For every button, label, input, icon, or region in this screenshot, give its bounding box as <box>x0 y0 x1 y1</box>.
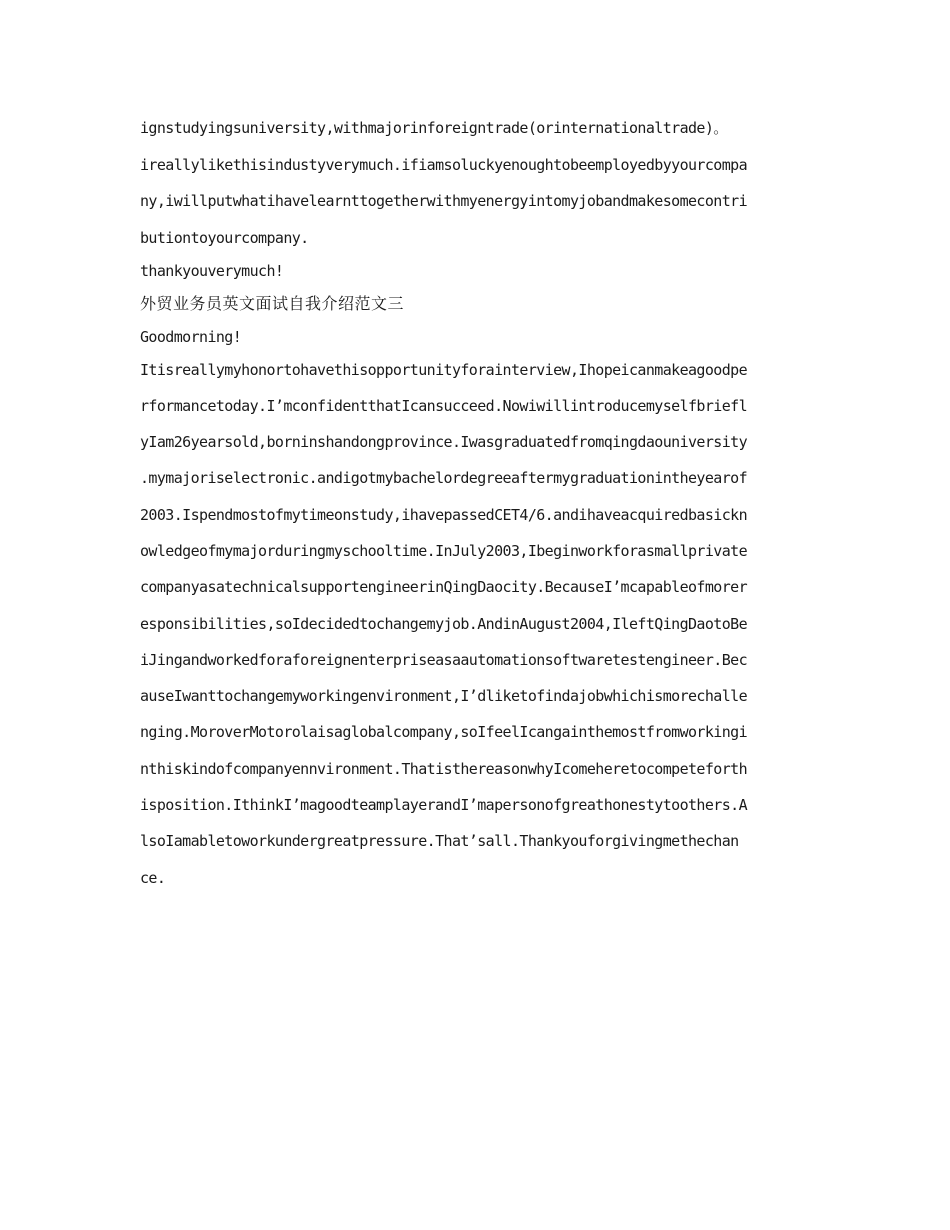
text-line: nthiskindofcompanyennvironment.ThatisthereasonwhyIcomeheretocompeteforth <box>140 759 748 778</box>
document-body <box>140 118 812 904</box>
text-line: owledgeofmymajorduringmyschooltime.InJuly2003,Ibeginworkforasmallprivate <box>140 541 748 560</box>
paragraph-introduction <box>140 360 812 888</box>
text-line: lsoIamabletoworkundergreatpressure.That’sall.Thankyouforgivingmethechan <box>140 832 739 851</box>
text-line: yIam26yearsold,borninshandongprovince.Iwasgraduatedfromqingdaouniversity <box>140 433 748 452</box>
text-line: esponsibilities,soIdecidedtochangemyjob.AndinAugust2004,IleftQingDaotoBe <box>140 614 748 633</box>
text-line: ny,iwillputwhatihavelearnttogetherwithmyenergyintomyjobandmakesomecontri <box>140 192 748 210</box>
text-line: ce. <box>140 868 166 887</box>
text-line: iJingandworkedforaforeignenterpriseasaautomationsoftwaretestengineer.Bec <box>140 650 748 669</box>
text-line: nging.MoroverMotorolaisaglobalcompany,soIfeelIcangainthemostfromworkingi <box>140 723 748 742</box>
text-line: Itisreallymyhonortohavethisopportunityforainterview,Ihopeicanmakeagoodpe <box>140 360 748 379</box>
text-line: 2003.Ispendmostofmytimeonstudy,ihavepassedCET4/6.andihaveacquiredbasickn <box>140 505 748 524</box>
text-line: butiontoyourcompany. <box>140 228 309 247</box>
section-heading: 外贸业务员英文面试自我介绍范文三 <box>140 293 405 313</box>
text-line: auseIwanttochangemyworkingenvironment,I’dliketofindajobwhichismorechalle <box>140 687 748 706</box>
text-line: ireallylikethisindustyverymuch.ifiamsoluckyenoughtobeemployedbyyourcompa <box>140 155 748 174</box>
paragraph-continued <box>140 118 812 248</box>
text-line: companyasatechnicalsupportengineerinQingDaocity.BecauseI’mcapableofmorer <box>140 578 748 597</box>
greeting-line: Goodmorning! <box>140 327 242 346</box>
text-line: isposition.IthinkI’magoodteamplayerandI’mapersonofgreathonestytoothers.A <box>140 796 748 815</box>
text-line: .mymajoriselectronic.andigotmybachelordegreeaftermygraduationintheyearof <box>140 469 748 488</box>
text-line: ignstudyingsuniversity,withmajorinforeigntrade(orinternationaltrade)。 <box>140 119 728 137</box>
text-line: rformancetoday.I’mconfidentthatIcansucceed.Nowiwillintroducemyselfbriefl <box>140 396 748 415</box>
closing-line: thankyouverymuch! <box>140 261 284 280</box>
